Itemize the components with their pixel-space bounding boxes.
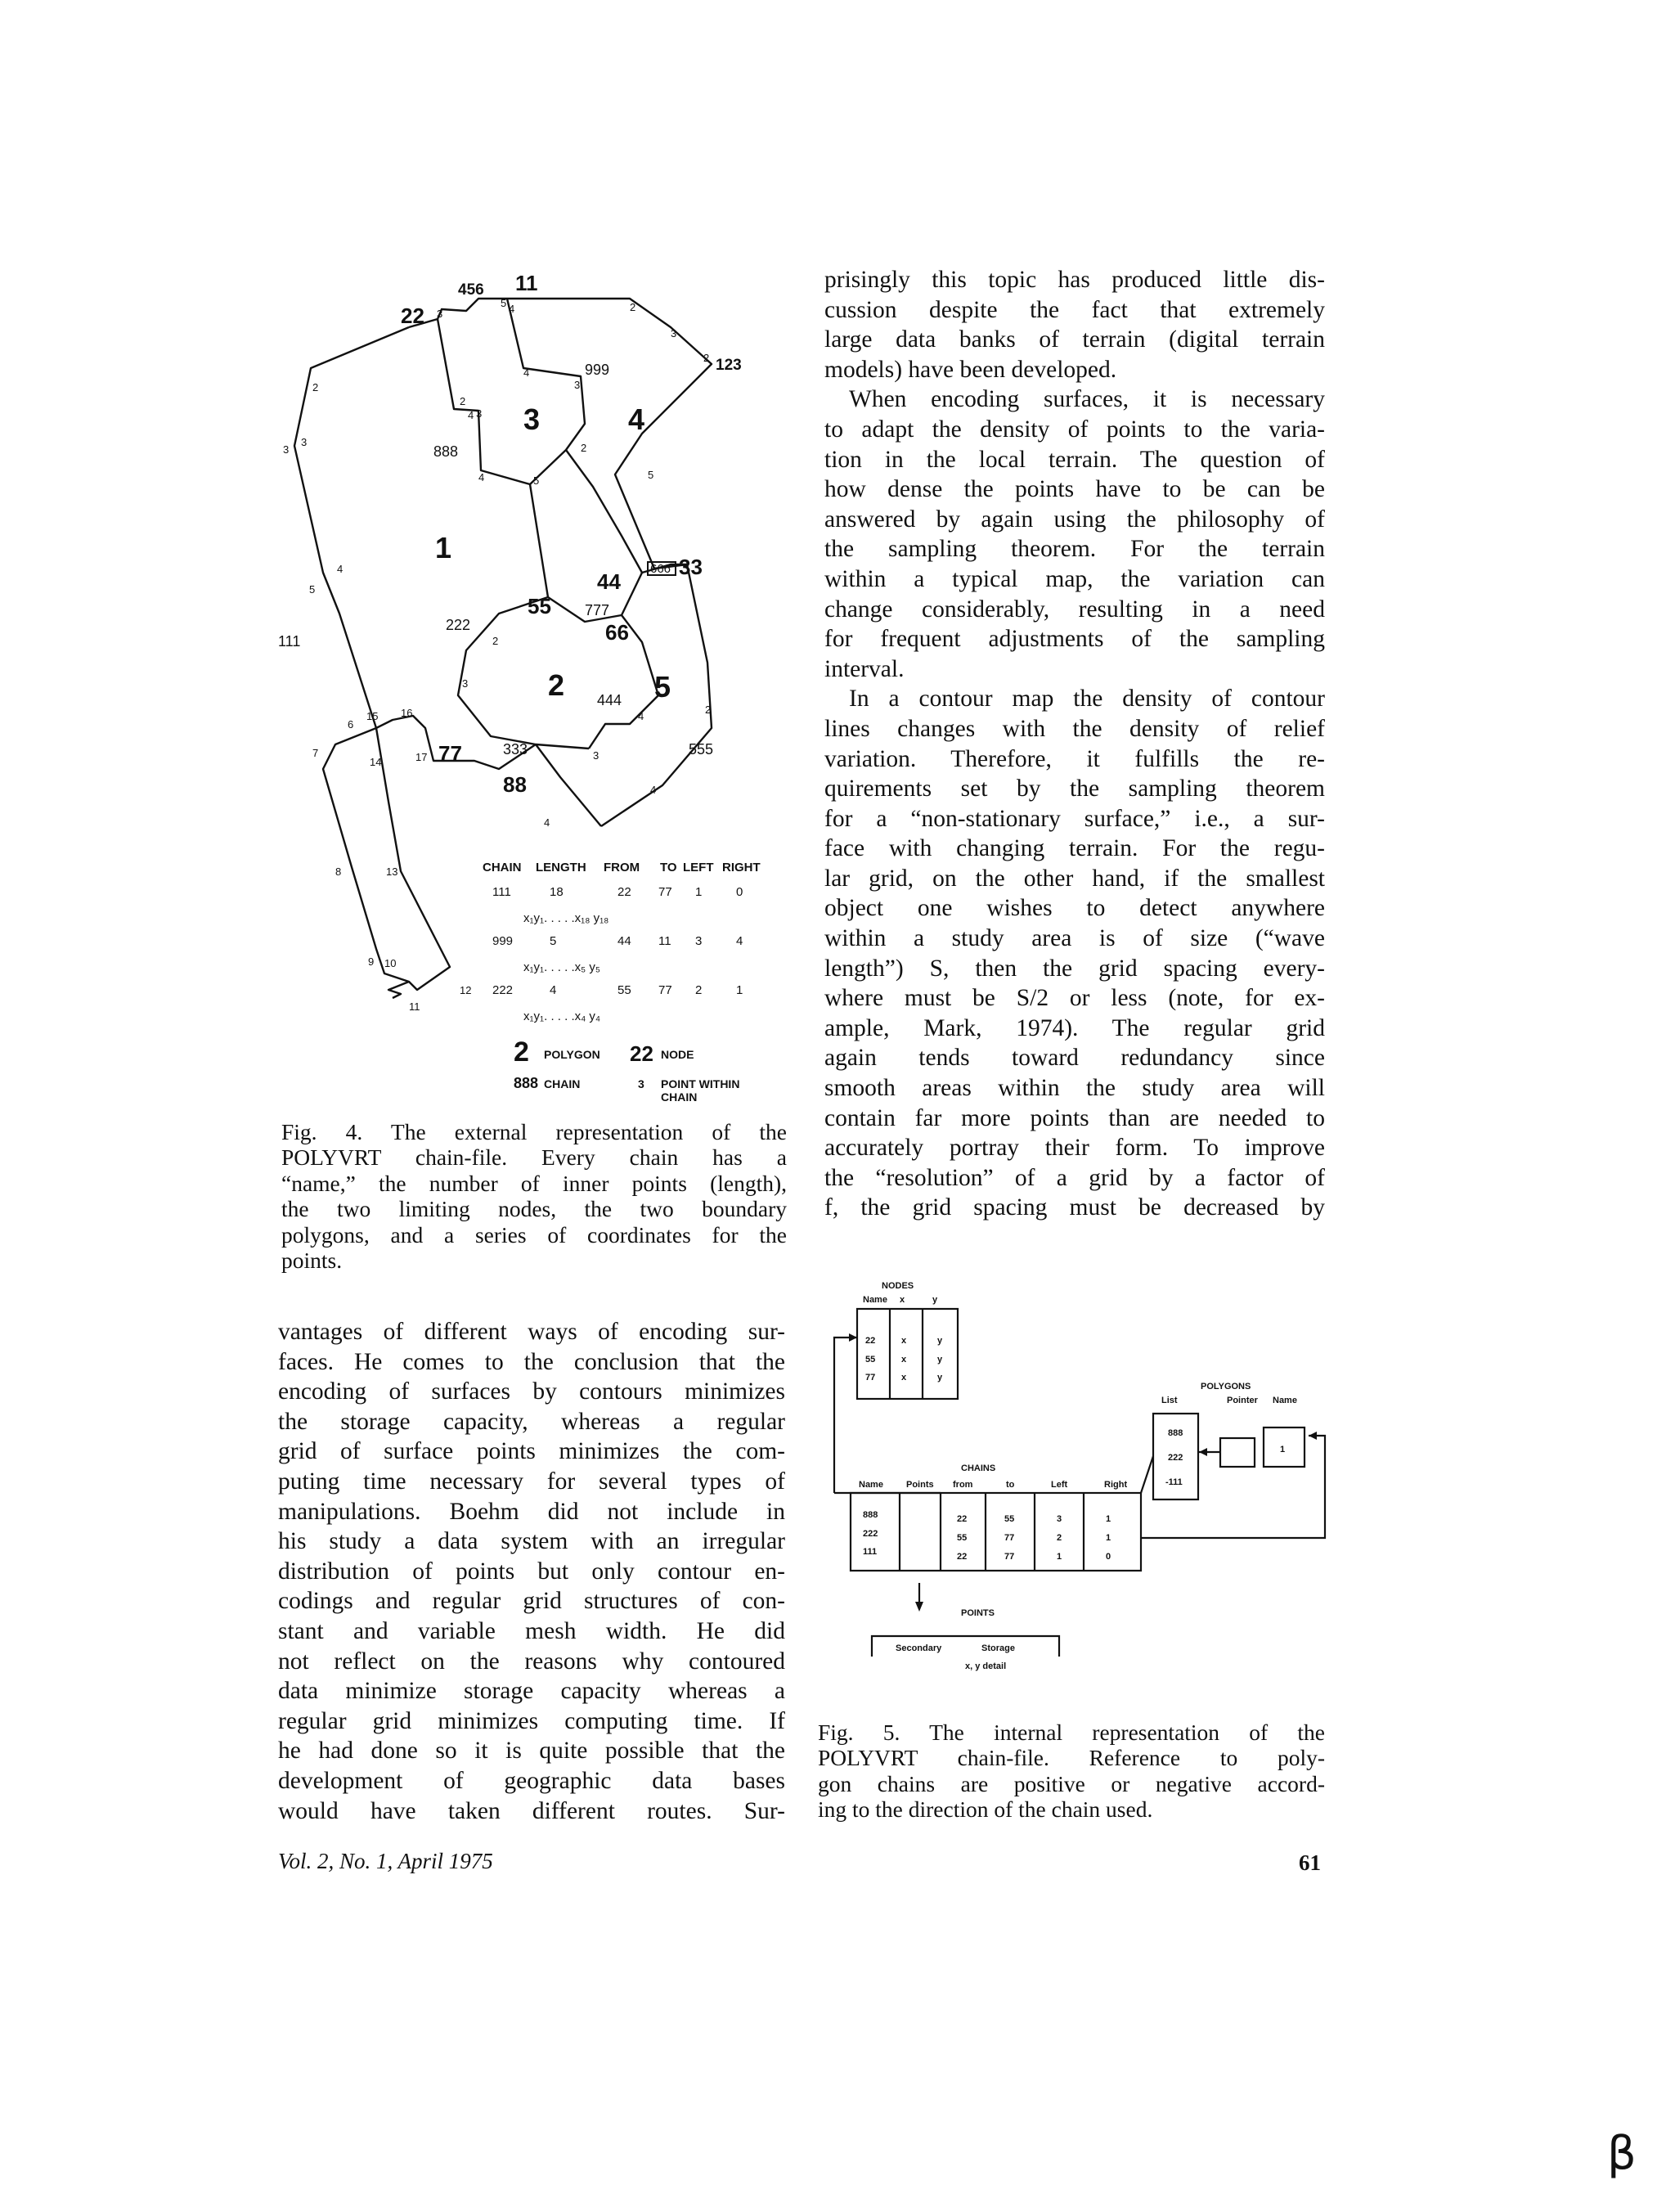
point-label: 3	[476, 407, 483, 420]
polygon-label-3: 3	[523, 402, 541, 436]
point-label: 4	[638, 710, 644, 722]
body-line: puting time necessary for several types of	[278, 1468, 785, 1495]
body-line: ample, Mark, 1974). The regular grid	[824, 1014, 1325, 1041]
chain-222	[458, 597, 589, 749]
legend-label-polygon: POLYGON	[544, 1048, 600, 1061]
point-label: 6	[348, 718, 354, 731]
caption-line: gon chains are positive or negative accord-	[818, 1770, 1325, 1796]
chain-label-333: 333	[503, 741, 528, 758]
left-column-text	[278, 1317, 785, 1826]
legend-label-point-2: CHAIN	[661, 1090, 698, 1104]
body-line: quirements set by the sampling theorem	[824, 776, 1325, 803]
table-cell: 2	[695, 983, 703, 997]
point-label: 4	[337, 563, 344, 575]
table-header-chain: CHAIN	[483, 861, 522, 874]
body-line: models) have been developed.	[824, 356, 1117, 383]
table-cell: 1	[736, 983, 743, 997]
table-cell: 77	[658, 885, 672, 899]
chain-label-666: 666	[650, 562, 671, 576]
table-header-right: RIGHT	[722, 861, 761, 874]
point-label: 13	[386, 865, 398, 878]
table-coords: x₁y₁. . . . .x₅ y₅	[523, 960, 600, 974]
point-label: 3	[301, 436, 308, 448]
body-line: the storage capacity, whereas a regular	[278, 1408, 785, 1435]
body-line: the sampling theorem. For the terrain	[824, 536, 1325, 563]
body-line: to adapt the density of points to the varia-	[824, 416, 1325, 443]
body-line: how dense the points have to be can be	[824, 476, 1325, 503]
point-label: 2	[312, 381, 319, 393]
point-label: 2	[460, 395, 466, 407]
point-label: 14	[370, 756, 382, 768]
figure-4-caption	[281, 1119, 787, 1273]
polygon-label-2: 2	[548, 668, 565, 702]
body-line: lar grid, on the other hand, if the smallest	[824, 865, 1325, 892]
chains-cell: 222	[863, 1529, 878, 1539]
body-line: within a study area is of size (“wave	[824, 925, 1325, 952]
chain-999	[507, 299, 585, 484]
body-line: stant and variable mesh width. He did	[278, 1617, 785, 1644]
chain-label-555: 555	[689, 741, 714, 758]
body-line: for frequent adjustments of the sampling	[824, 626, 1325, 653]
nodes-cell: 22	[865, 1336, 876, 1346]
polygons-header: Pointer	[1227, 1396, 1258, 1405]
caption-line: Fig. 4. The external representation of the	[281, 1119, 787, 1144]
chain-table	[483, 861, 761, 874]
caption-line: ing to the direction of the chain used.	[818, 1796, 1153, 1823]
body-line: where must be S/2 or less (note, for ex-	[824, 985, 1325, 1012]
polygons-list-item: 222	[1168, 1453, 1183, 1463]
table-header-length: LENGTH	[536, 861, 586, 874]
caption-line: polygons, and a series of coordinates for the	[281, 1221, 787, 1248]
table-cell: 999	[492, 934, 514, 948]
figure-4-polygon-map	[278, 270, 802, 1153]
polygons-header: List	[1161, 1396, 1178, 1405]
chains-header: Left	[1051, 1480, 1068, 1490]
body-line: manipulations. Boehm did not include in	[278, 1498, 785, 1525]
body-line: When encoding surfaces, it is necessary	[849, 386, 1325, 413]
caption-line: “name,” the number of inner points (length),	[281, 1170, 787, 1196]
legend-sample-node: 22	[630, 1041, 653, 1066]
table-header-to: TO	[660, 861, 677, 874]
chain-111-outer	[294, 327, 409, 728]
point-label: 16	[401, 707, 413, 719]
point-label: 3	[437, 308, 443, 320]
table-cell: 5	[550, 934, 557, 948]
body-line: cussion despite the fact that extremely	[824, 296, 1325, 323]
chains-cell: 77	[1004, 1533, 1015, 1543]
table-cell: 77	[658, 983, 672, 997]
point-label: 4	[468, 409, 474, 421]
table-cell: 1	[695, 885, 703, 899]
body-line: he had done so it is quite possible that the	[278, 1738, 785, 1765]
caption-line: Fig. 5. The internal representation of the	[818, 1720, 1325, 1745]
chains-cell: 1	[1106, 1533, 1111, 1543]
caption-line: POLYVRT chain-file. Every chain has a	[281, 1144, 787, 1171]
points-box-label-detail: x, y detail	[965, 1661, 1007, 1671]
point-label: 10	[384, 957, 397, 969]
point-label: 4	[650, 784, 657, 796]
legend-label-node: NODE	[661, 1048, 694, 1061]
right-column-text	[824, 265, 1325, 1223]
chains-cell: 888	[863, 1510, 878, 1520]
handwritten-mark: β	[1607, 2127, 1637, 2180]
journal-citation: Vol. 2, No. 1, April 1975	[278, 1849, 493, 1873]
nodes-cell: x	[901, 1355, 907, 1365]
table-cell: 55	[617, 983, 631, 997]
body-line: face with changing terrain. For the regu-	[824, 835, 1325, 862]
table-header-from: FROM	[604, 861, 640, 874]
point-label: 11	[409, 1000, 420, 1013]
point-label: 2	[492, 635, 499, 647]
nodes-cell: 77	[865, 1373, 876, 1382]
legend-sample-polygon: 2	[514, 1036, 529, 1068]
body-line: answered by again using the philosophy of	[824, 506, 1325, 533]
nodes-cell: y	[937, 1373, 943, 1382]
table-cell: 4	[736, 934, 743, 948]
body-line: In a contour map the density of contour	[849, 686, 1325, 713]
point-label: 5	[648, 469, 654, 481]
body-line: for a “non-stationary surface,” i.e., a sur-	[824, 805, 1325, 832]
polygon-label-4: 4	[628, 402, 645, 436]
chains-cell: 22	[957, 1514, 968, 1524]
table-cell: 11	[658, 934, 671, 948]
figure-5-caption	[818, 1720, 1325, 1823]
body-line: length”) S, then the grid spacing every-	[824, 955, 1325, 982]
chains-header: Points	[906, 1480, 934, 1490]
node-label-55: 55	[528, 594, 551, 618]
legend-label-chain: CHAIN	[544, 1077, 581, 1090]
body-line: contain far more points than are needed to	[824, 1104, 1325, 1131]
body-line: data minimize storage capacity whereas a	[278, 1678, 785, 1705]
chain-333	[536, 744, 601, 826]
chains-cell: 1	[1057, 1552, 1062, 1562]
caption-line: POLYVRT chain-file. Reference to poly-	[818, 1745, 1325, 1771]
polygons-list-item: -111	[1165, 1477, 1183, 1487]
chains-cell: 22	[957, 1552, 968, 1562]
nodes-cell: y	[937, 1336, 943, 1346]
chains-title: CHAINS	[961, 1463, 996, 1473]
chains-cell: 2	[1057, 1533, 1062, 1543]
table-cell: 18	[550, 885, 564, 899]
body-line: his study a data system with an irregular	[278, 1528, 785, 1555]
chains-cell: 55	[1004, 1514, 1015, 1524]
table-coords: x₁y₁. . . . .x₁₈ y₁₈	[523, 911, 609, 925]
point-label: 2	[703, 352, 710, 364]
point-label: 2	[581, 442, 587, 454]
point-label: 5	[309, 583, 316, 596]
chains-header: from	[953, 1480, 973, 1490]
point-label: 5	[501, 297, 507, 309]
body-line: within a typical map, the variation can	[824, 565, 1325, 592]
chain-13	[376, 728, 450, 990]
legend-sample-point: 3	[638, 1077, 644, 1090]
nodes-cell: x	[901, 1373, 907, 1382]
point-label: 4	[509, 303, 515, 315]
table-coords: x₁y₁. . . . .x₄ y₄	[523, 1009, 601, 1023]
point-label: 2	[705, 704, 712, 716]
chains-cell: 0	[1106, 1552, 1111, 1562]
point-label: 12	[460, 984, 472, 996]
caption-line: points.	[281, 1248, 343, 1274]
table-cell: 111	[492, 885, 511, 899]
point-label: 5	[533, 474, 540, 487]
body-line: distribution of points but only contour en-	[278, 1558, 785, 1585]
point-label: 17	[415, 751, 428, 763]
table-header-left: LEFT	[683, 861, 714, 874]
nodes-header: Name	[863, 1295, 887, 1305]
nodes-header: x	[900, 1295, 905, 1305]
point-label: 3	[593, 749, 599, 762]
body-line: lines changes with the density of relief	[824, 715, 1325, 742]
points-box-label-storage: Storage	[981, 1643, 1015, 1653]
node-label-456: 456	[458, 281, 484, 299]
chain-label-444: 444	[597, 692, 622, 708]
body-line: faces. He comes to the conclusion that the	[278, 1348, 785, 1375]
body-line: vantages of different ways of encoding sur-	[278, 1319, 785, 1345]
chains-cell: 3	[1057, 1514, 1062, 1524]
node-label-123: 123	[716, 357, 742, 374]
body-line: large data banks of terrain (digital terrain	[824, 326, 1325, 353]
chains-header: Right	[1104, 1480, 1128, 1490]
chain-label-999: 999	[585, 362, 610, 378]
table-cell: 4	[550, 983, 557, 997]
body-line: codings and regular grid structures of con-	[278, 1588, 785, 1615]
chain-label-777: 777	[585, 602, 610, 618]
point-label: 3	[283, 443, 290, 456]
chains-header: to	[1006, 1480, 1015, 1490]
point-label: 9	[368, 955, 375, 968]
body-line: smooth areas within the study area will	[824, 1075, 1325, 1102]
node-label-77: 77	[438, 741, 462, 766]
nodes-cell: x	[901, 1336, 907, 1346]
node-label-11: 11	[515, 271, 538, 295]
chains-cell: 55	[957, 1533, 968, 1543]
node-label-33: 33	[679, 555, 703, 579]
polygons-name: 1	[1280, 1445, 1286, 1454]
body-line: f, the grid spacing must be decreased by	[824, 1194, 1325, 1221]
point-label: 8	[335, 865, 342, 878]
body-line: the “resolution” of a grid by a factor of	[824, 1164, 1325, 1191]
figure-4-legend	[514, 1036, 739, 1104]
table-cell: 22	[617, 885, 631, 899]
body-line: again tends toward redundancy since	[824, 1045, 1325, 1072]
table-cell: 44	[617, 934, 631, 948]
node-label-88: 88	[503, 772, 527, 797]
point-label: 2	[630, 301, 636, 313]
legend-sample-chain: 888	[514, 1075, 539, 1091]
table-cell: 222	[492, 983, 514, 997]
point-label: 4	[544, 816, 550, 829]
point-label: 4	[478, 471, 485, 483]
point-label: 7	[312, 747, 319, 759]
points-title: POINTS	[961, 1608, 995, 1618]
body-line: would have taken different routes. Sur-	[278, 1797, 785, 1824]
point-label: 3	[671, 327, 677, 339]
point-label: 15	[366, 710, 379, 722]
body-line: object one wishes to detect anywhere	[824, 895, 1325, 922]
chains-cell: 77	[1004, 1552, 1015, 1562]
polygons-title: POLYGONS	[1201, 1382, 1251, 1391]
polygon-label-5: 5	[654, 670, 671, 704]
chain-label-222: 222	[446, 617, 471, 633]
body-line: regular grid minimizes computing time. If	[278, 1707, 785, 1734]
body-line: grid of surface points minimizes the com-	[278, 1438, 785, 1465]
node-label-44: 44	[597, 569, 621, 594]
chain-label-888: 888	[433, 443, 459, 460]
polygons-list-item: 888	[1168, 1428, 1183, 1438]
body-line: variation. Therefore, it fulfills the re-	[824, 745, 1325, 772]
body-line: development of geographic data bases	[278, 1767, 785, 1794]
nodes-header: y	[932, 1295, 938, 1305]
caption-line: the two limiting nodes, the two boundary	[281, 1196, 787, 1222]
page-number: 61	[1299, 1850, 1321, 1875]
node-label-66: 66	[605, 620, 629, 645]
point-label: 3	[574, 379, 581, 391]
nodes-cell: y	[937, 1355, 943, 1365]
chains-cell: 111	[863, 1547, 878, 1557]
body-line: not reflect on the reasons why contoured	[278, 1648, 785, 1675]
table-cell: 3	[695, 934, 703, 948]
polygon-label-1: 1	[435, 531, 452, 564]
legend-label-point: POINT WITHIN	[661, 1077, 740, 1090]
nodes-cell: 55	[865, 1355, 876, 1365]
chains-header: Name	[859, 1480, 883, 1490]
point-label: 4	[523, 366, 530, 379]
point-label: 3	[462, 677, 469, 690]
polygons-header: Name	[1273, 1396, 1297, 1405]
chain-label-111: 111	[278, 633, 301, 650]
nodes-title: NODES	[882, 1281, 914, 1291]
body-line: prisingly this topic has produced little dis-	[824, 267, 1325, 293]
body-line: tion in the local terrain. The question of	[824, 446, 1325, 473]
points-box-label-secondary: Secondary	[896, 1643, 942, 1653]
body-line: change considerably, resulting in a need	[824, 596, 1325, 623]
figure-5-diagram	[818, 1268, 1341, 1710]
body-line: encoding of surfaces by contours minimizes	[278, 1378, 785, 1405]
chains-cell: 1	[1106, 1514, 1111, 1524]
table-cell: 0	[736, 885, 743, 899]
body-line: accurately portray their form. To improve	[824, 1135, 1325, 1162]
body-line: interval.	[824, 655, 905, 682]
node-label-22: 22	[401, 303, 424, 328]
